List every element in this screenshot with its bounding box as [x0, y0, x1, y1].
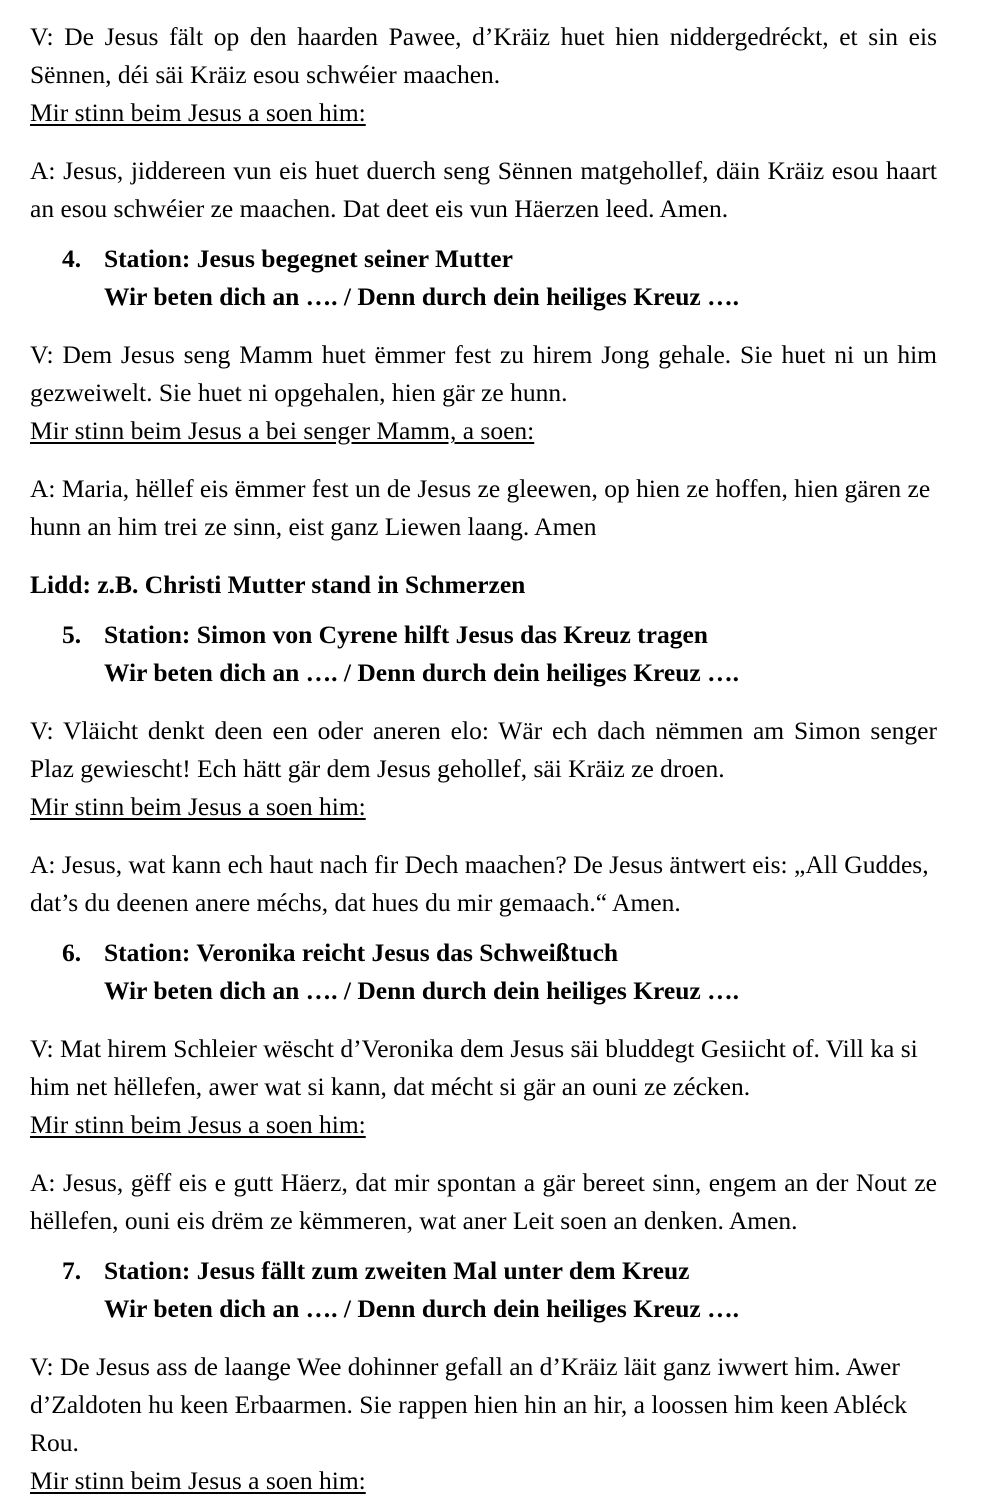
response-paragraph: A: Maria, hëllef eis ëmmer fest un de Jesus ze gleewen, op hien ze hoffen, hien gären ze hunn an him trei ze sinn, eist ganz Liewen laang. Amen — [30, 474, 931, 541]
response-paragraph: A: Jesus, gëff eis e gutt Häerz, dat mir spontan a gär bereet sinn, engem an der Nout ze hëllefen, ouni eis drëm ze këmmeren, wat aner Leit soen an denken. Amen. — [30, 1168, 937, 1235]
station-heading-body — [104, 934, 937, 1010]
station-number: 6. — [62, 938, 82, 967]
congregation-cue-line — [30, 1106, 937, 1144]
station-title: Station: Simon von Cyrene hilft Jesus das Kreuz tragen — [104, 620, 708, 649]
spacer — [30, 826, 937, 846]
response-paragraph: A: Jesus, wat kann ech haut nach fir Dech maachen? De Jesus äntwert eis: „All Guddes, dat’s du deenen anere méchs, dat hues du mir gemaach.“ Amen. — [30, 850, 929, 917]
spacer — [30, 1010, 937, 1030]
congregation-cue-line — [30, 788, 937, 826]
hymn-line: Lidd: z.B. Christi Mutter stand in Schmerzen — [30, 570, 526, 599]
station-number: 5. — [62, 620, 82, 649]
spacer — [30, 228, 937, 240]
station-subtitle: Wir beten dich an …. / Denn durch dein heiliges Kreuz …. — [104, 1294, 739, 1323]
spacer — [30, 1328, 937, 1348]
versicle-paragraph: V: Mat hirem Schleier wëscht d’Veronika dem Jesus säi bluddegt Gesiicht of. Vill ka si him net hëllefen, awer wat si kann, dat mécht si gär an ouni ze zécken. — [30, 1034, 918, 1101]
station-heading-body — [104, 240, 937, 316]
station-heading — [30, 616, 937, 692]
cue-text: Mir stinn beim Jesus a bei senger Mamm, a soen: — [30, 416, 535, 445]
spacer — [30, 1144, 937, 1164]
station-heading-body — [104, 1252, 937, 1328]
spacer — [30, 604, 937, 616]
cue-text: Mir stinn beim Jesus a soen him: — [30, 1110, 366, 1139]
station-heading-body — [104, 616, 937, 692]
spacer — [30, 132, 937, 152]
station-title: Station: Veronika reicht Jesus das Schweißtuch — [104, 938, 619, 967]
spacer — [30, 316, 937, 336]
spacer — [30, 546, 937, 566]
station-title: Station: Jesus begegnet seiner Mutter — [104, 244, 513, 273]
congregation-cue-line — [30, 1462, 937, 1500]
station-title: Station: Jesus fällt zum zweiten Mal unter dem Kreuz — [104, 1256, 690, 1285]
versicle-paragraph: V: Vläicht denkt deen een oder aneren elo: Wär ech dach nëmmen am Simon senger Plaz gewiescht! Ech hätt gär dem Jesus gehollef, säi Kräiz ze droen. — [30, 716, 937, 783]
spacer — [30, 692, 937, 712]
spacer — [30, 450, 937, 470]
response-paragraph: A: Jesus, jiddereen vun eis huet duerch seng Sënnen matgehollef, däin Kräiz esou haart an esou schwéier ze maachen. Dat deet eis vun Häerzen leed. Amen. — [30, 156, 937, 223]
cue-text: Mir stinn beim Jesus a soen him: — [30, 98, 366, 127]
versicle-paragraph: V: De Jesus fält op den haarden Pawee, d’Kräiz huet hien niddergedréckt, et sin eis Sënnen, déi säi Kräiz esou schwéier maachen. — [30, 22, 937, 89]
station-number: 7. — [62, 1256, 82, 1285]
versicle-paragraph: V: Dem Jesus seng Mamm huet ëmmer fest zu hirem Jong gehale. Sie huet ni un him gezweiwelt. Sie huet ni opgehalen, hien gär ze hunn. — [30, 340, 937, 407]
cue-text: Mir stinn beim Jesus a soen him: — [30, 1466, 366, 1495]
station-subtitle: Wir beten dich an …. / Denn durch dein heiliges Kreuz …. — [104, 658, 739, 687]
congregation-cue-line — [30, 412, 937, 450]
versicle-paragraph: V: De Jesus ass de laange Wee dohinner gefall an d’Kräiz läit ganz iwwert him. Awer d’Zaldoten hu keen Erbaarmen. Sie rappen hien hin an hir, a loossen him keen Abléck Rou. — [30, 1352, 908, 1457]
station-heading — [30, 240, 937, 316]
station-heading — [30, 1252, 937, 1328]
spacer — [30, 1240, 937, 1252]
station-heading — [30, 934, 937, 1010]
cue-text: Mir stinn beim Jesus a soen him: — [30, 792, 366, 821]
congregation-cue-line — [30, 94, 937, 132]
station-number: 4. — [62, 244, 82, 273]
station-subtitle: Wir beten dich an …. / Denn durch dein heiliges Kreuz …. — [104, 282, 739, 311]
spacer — [30, 922, 937, 934]
station-subtitle: Wir beten dich an …. / Denn durch dein heiliges Kreuz …. — [104, 976, 739, 1005]
